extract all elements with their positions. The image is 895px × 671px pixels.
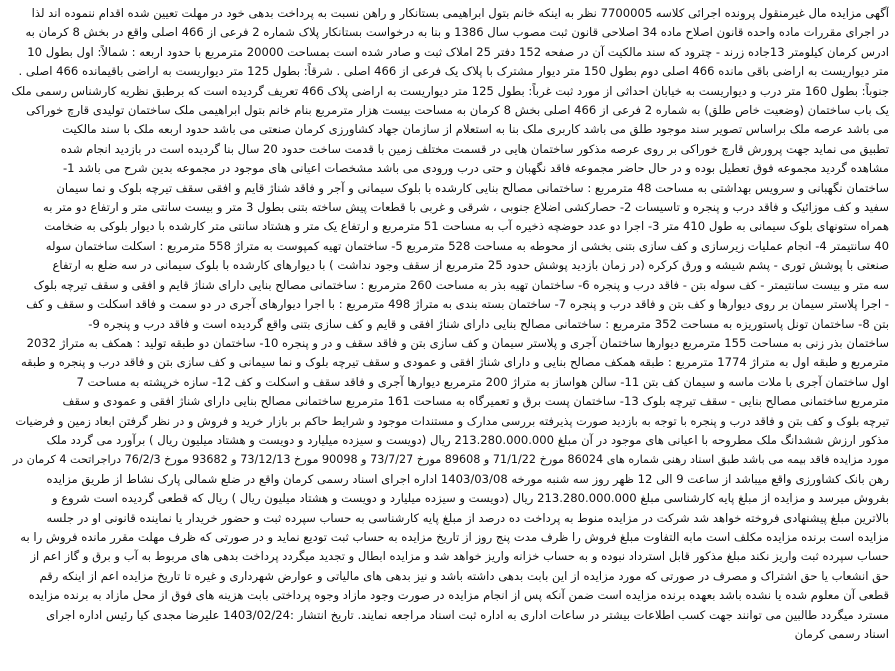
notice-line: یک باب ساختمان (وضعیت خاص طلق) به شماره 2 فرعی از 466 اصلی بخش 8 کرمان به مساحت بیست هزار مترمربع بنام خانم بتول ابراهیمی ملک ساختمان تولیدی قارچ خوراکی — [26, 103, 889, 118]
notice-line: صنعتی با پوشش توری - پشم شیشه و ورق کرکره (در زمان بازدید پوشش حدود 25 مترمربع از سقف وجود نداشت ) با دیوارهای کارشده با بلوک سیمانی در سه ضلع به ارتفاع — [52, 258, 889, 273]
notice-line: سه متر و بیست سانتیمتر - کف سوله بتن - فاقد درب و پنجره 6- ساختمان تهیه بذر به مساحت 260 مترمربع : ساختمانی مصالح بنایی دارای شناژ قایم و افقی و سقف تیرچه بلوک — [33, 277, 889, 292]
notice-line: سفید و کف موزائیک و فاقد درب و پنجره و تاسیسات 2- حصارکشی اضلاع جنوبی ، شرقی و غربی با قطعات پیش ساخته بتنی بطول 3 متر و بیست سانتی متر و ارتفاع دو متر به — [42, 200, 889, 215]
notice-line: رهن بانک کشاورزی واقع میباشد از ساعت 9 الی 12 ظهر روز سه شنبه مورخه 1403/03/08 اداره اجرای اسناد رسمی کرمان واقع در ضلع شمالی پارک نشاط از طریق مزایده — [46, 471, 889, 486]
notice-line: مذکور ارزش ششدانگ ملک مطروحه با اعیانی های موجود در آن مبلغ 213.280.000.000 ریال (دویست و سیزده میلیارد و دویست و هشتاد میلیون ریال ) برآورد می گردد ملک — [46, 432, 889, 447]
notice-line: مورد مزایده فاقد بیمه می باشد طبق اسناد رهنی شماره های 86024 مورخ 71/1/22 و 89608 مورخ 73/7/27 و 90098 مورخ 73/12/13 و 93682 مورخ 76/2/3 دراجراتحت 4 کرمان در — [12, 453, 889, 467]
notice-line: اسناد رسمی کرمان — [794, 627, 889, 641]
notice-line: مسترد میگردد طالبین می توانند جهت کسب اطلاعات بیشتر در ساعات اداری به اداره ثبت اسناد مراجعه نمایند. تاریخ انتشار :1403/02/24 علیرضا مجدی کیا رئیس اداره اجرای — [46, 607, 889, 622]
notice-line: بفروش میرسد و مزایده از مبلغ پایه کارشناسی مبلغ 213.280.000.000 ریال (دویست و سیزده میلیارد و دویست و هشتاد میلیون ریال ) ریال که قطعی گردیده است شروع و — [51, 491, 889, 506]
notice-line: مزایده است برنده مزایده مکلف است مابه التفاوت مبلغ فروش را ظرف مدت پنج روز از تاریخ مزایده به حساب ثبت تودیع نماید و در صورتی که ظرف مهلت مقرر مانده فروش را به — [20, 529, 889, 544]
notice-line: می باشد عرصه ملک براساس تصویر سند موجود طلق می باشد کاربری ملک بنا به استعلام از سازمان جهاد کشاورزی کرمان صنعتی می باشد حدود اربعه ملک با سند مالکیت — [62, 122, 889, 137]
notice-line: مشاهده گردید مجموعه فوق تعطیل بوده و در حال حاضر مجموعه فاقد نگهبان و حتی درب ورودی می باشد مشخصات اعیانی های موجود در مجموعه بدین شرح می باشد 1- — [62, 161, 889, 176]
notice-line: حساب سپرده ثبت واریز نکند مبلغ مذکور قابل استرداد نبوده و به حساب خزانه واریز خواهد شد و مزایده ابطال و تجدید میگردد پرداخت بدهی های مربوط به آب و برق و گاز اعم از — [30, 549, 889, 564]
notice-line: در اجرای مقررات ماده واحده قانون اصلاح ماده 34 اصلاحی قانون ثبت مصوب سال 1386 و بنا به درخواست بستانکار پلاک شماره 2 فرعی از 466 اصلی واقع در بخش 8 کرمان به — [25, 25, 889, 40]
notice-line: قطعی آن معلوم شده یا نشده باشد بعهده برنده مزایده است ضمن آنکه پس از انجام مزایده در صورت وجود مازاد وجوه پرداختی بابت هزینه های فوق از محل مازاد به برنده مزایده — [28, 588, 889, 603]
notice-line: آگهی مزایده مال غیرمنقول پرونده اجرائی کلاسه 7700005 نظر به اینکه خانم بتول ابراهیمی بستانکار و راهن نسبت به پرداخت بدهی خود در مهلت تعیین شده اقدام ننموده اند لذا — [31, 6, 889, 20]
notice-line: حق انشعاب یا حق اشتراک و مصرف در صورتی که مورد مزایده از این بابت بدهی داشته باشد و نیز بدهی های مالیاتی و عوارض شهرداری و غیره تا تاریخ مزایده اعم از اینکه رقم — [39, 568, 889, 583]
notice-line: - اجرا پلاستر سیمان بر روی دیوارها و کف بتن و فاقد درب و پنجره 7- ساختمان بسته بندی به متراژ 498 مترمربع : با اجرا دیوارهای آجری در دو سمت و فاقد اسکلت و سقف و کف — [26, 297, 889, 312]
notice-line: ساختمان بذر زنی به مساحت 155 مترمربع دیوارها ساختمان آجری و پلاستر سیمان و کف سازی بتن و فاقد سقف و در و پنجره 10- ساختمان دو طبقه تولید : همکف به متراژ 2032 — [26, 335, 889, 350]
notice-line: جنوباً: بطول 160 متر درب و دیواریست به خیابان احداثی از مورد ثبت غرباً: بطول 125 متر دیواریست به اراضی پلاک 466 تعریف گردیده است که برطبق نظریه کارشناس رسمی ملک — [11, 83, 889, 98]
notice-line: ساختمان نگهبانی و سرویس بهداشتی به مساحت 48 مترمربع : ساختمانی مصالح بنایی کارشده با بلوک سیمانی و آجر و فاقد شناژ قایم و افقی سقف تیرچه بلوک و نما سیمان — [56, 180, 889, 195]
notice-line: مترمربع ساختمانی مصالح بنایی - سقف تیرچه بلوک 13- ساختمان پست برق و تعمیرگاه به مساحت 161 مترمربع ساختمانی مصالح بنایی دارای شناژ افقی و عمودی و سقف — [62, 394, 889, 409]
notice-line: تطبیق می نماید جهت پرورش قارچ خوراکی بر روی عرصه مذکور ساختمان هایی در قسمت مختلف زمین با قدمت ساخت حدود 20 سال بنا گردیده است در بازدید انجام شده — [60, 141, 889, 156]
notice-line: بالاترین مبلغ پیشنهادی فروخته خواهد شد شرکت در مزایده منوط به پرداخت ده درصد از مبلغ پایه کارشناسی به حساب سپرده ثبت و حضور خریدار یا نماینده قانونی او در جلسه — [46, 510, 889, 525]
notice-line: بتن 8- ساختمان تونل پاستوریزه به مساحت 352 مترمربع : ساختمانی مصالح بنایی دارای شناژ افقی و قایم و کف سازی بتنی واقع گردیده است و فاقد درب و پنجره 9- — [88, 316, 889, 331]
notice-line: مترمربع و طبقه اول به متراژ 1774 مترمربع : طبقه همکف مصالح بنایی و دارای شناژ افقی و عمودی و سقف تیرچه بلوک و نما سیمانی و کف سازی بتن و فاقد درب و پنجره و طبقه — [20, 355, 889, 370]
notice-line: ادرس کرمان کیلومتر 13جاده زرند - چترود که سند مالکیت آن در صفحه 152 دفتر 25 املاک ثبت و صادر شده است بمساحت 20000 مترمربع با حدود اربعه : شمالاً: اول بطول 10 — [27, 44, 889, 59]
notice-line: اول ساختمان آجری با ملات ماسه و سیمان کف بتن 11- سالن هواساز به متراژ 200 مترمربع دیوارها آجری و فاقد سقف و اسکلت و کف 12- سازه خرپشته به مساحت 7 — [76, 374, 889, 389]
notice-line: تیرچه بلوک و کف بتن و فاقد درب و پنجره با توجه به بازدید صورت پذیرفته بررسی مدارک و مستندات موجود و شرایط حاکم بر بازار خرید و فروش و در نظر گرفتن ابعاد زمین و فرضیات — [15, 413, 889, 428]
notice-line: 40 سانتیمتر 4- انجام عملیات زیرسازی و کف سازی بتنی بخشی از محوطه به مساحت 528 مترمربع 5- ساختمان تهیه کمپوست به متراژ 558 مترمربع : اسکلت ساختمان سوله — [45, 238, 889, 253]
notice-line: متر دیواریست به اراضی باقی مانده 466 اصلی دوم بطول 150 متر دیوار مشترک با پلاک یک فرعی از 466 اصلی . شرقاً: بطول 125 متر دیواریست به اراضی باقیمانده 466 اصلی . — [18, 64, 889, 79]
notice-line: همراه ستونهای بلوک سیمانی به طول 410 متر 3- اجرا دو عدد حوضچه ذخیره آب به مساحت 51 مترمربع و ارتفاع یک متر و هشتاد سانتی متر کارشده با دیوار بلوکی به ضخامت — [44, 219, 889, 234]
